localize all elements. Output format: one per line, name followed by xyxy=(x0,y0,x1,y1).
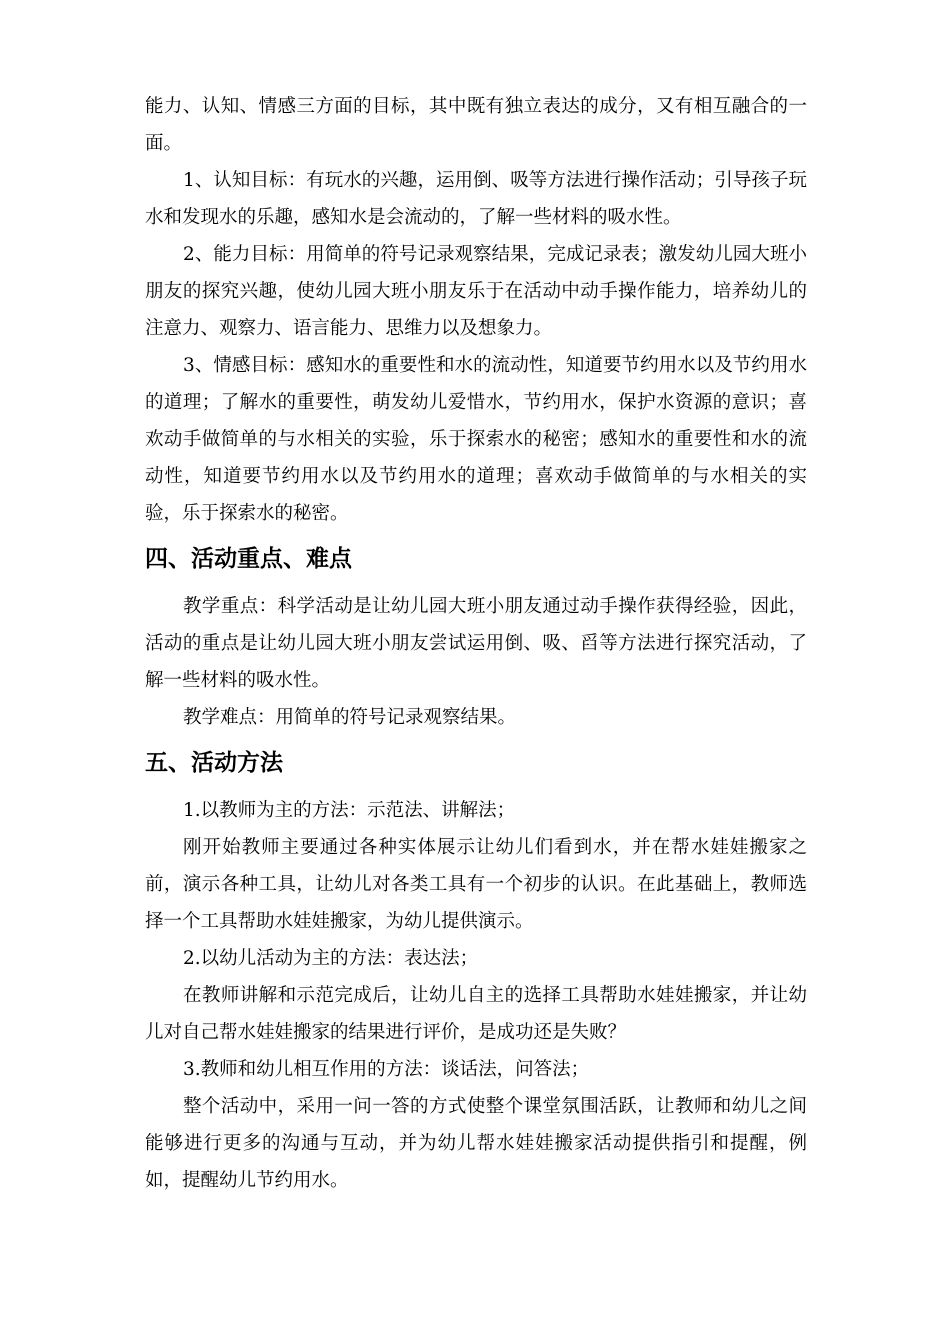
method3-text: 整个活动中，采用一问一答的方式使整个课堂氛围活跃，让教师和幼儿之间能够进行更多的沟通与互动，并为幼儿帮水娃娃搬家活动提供指引和提醒，例如，提醒幼儿节约用水。 xyxy=(145,1096,807,1191)
intro-paragraph: 能力、认知、情感三方面的目标，其中既有独立表达的成分，又有相互融合的一面。 xyxy=(145,96,807,154)
document-page xyxy=(145,88,807,1199)
method1-title: 1.以教师为主的方法：示范法、讲解法； xyxy=(183,800,516,821)
method1-text: 刚开始教师主要通过各种实体展示让幼儿们看到水，并在帮水娃娃搬家之前，演示各种工具，让幼儿对各类工具有一个初步的认识。在此基础上，教师选择一个工具帮助水娃娃搬家，为幼儿提供演示。 xyxy=(145,837,807,932)
emotion-goal-paragraph: 3、情感目标：感知水的重要性和水的流动性，知道要节约用水以及节约用水的道理；了解水的重要性，萌发幼儿爱惜水，节约用水，保护水资源的意识；喜欢动手做简单的与水相关的实验，乐于探索水的秘密；感知水的重要性和水的流动性，知道要节约用水以及节约用水的道理；喜欢动手做简单的与水相关的实验，乐于探索水的秘密。 xyxy=(145,355,807,524)
cognitive-goal-paragraph: 1、认知目标：有玩水的兴趣，运用倒、吸等方法进行操作活动；引导孩子玩水和发现水的乐趣，感知水是会流动的，了解一些材料的吸水性。 xyxy=(145,170,807,228)
section-heading-key-points: 四、活动重点、难点 xyxy=(145,546,352,572)
method2-title: 2.以幼儿活动为主的方法：表达法； xyxy=(183,948,479,969)
section-heading-methods: 五、活动方法 xyxy=(145,750,283,776)
method2-text: 在教师讲解和示范完成后，让幼儿自主的选择工具帮助水娃娃搬家，并让幼儿对自己帮水娃娃搬家的结果进行评价，是成功还是失败？ xyxy=(145,985,807,1043)
teaching-key-point-paragraph: 教学重点：科学活动是让幼儿园大班小朋友通过动手操作获得经验，因此，活动的重点是让幼儿园大班小朋友尝试运用倒、吸、舀等方法进行探究活动，了解一些材料的吸水性。 xyxy=(145,596,807,691)
method3-title: 3.教师和幼儿相互作用的方法：谈话法，问答法； xyxy=(183,1059,590,1080)
teaching-difficulty-paragraph: 教学难点：用简单的符号记录观察结果。 xyxy=(183,707,517,728)
ability-goal-paragraph: 2、能力目标：用简单的符号记录观察结果，完成记录表；激发幼儿园大班小朋友的探究兴趣，使幼儿园大班小朋友乐于在活动中动手操作能力，培养幼儿的注意力、观察力、语言能力、思维力以及想象力。 xyxy=(145,244,807,339)
